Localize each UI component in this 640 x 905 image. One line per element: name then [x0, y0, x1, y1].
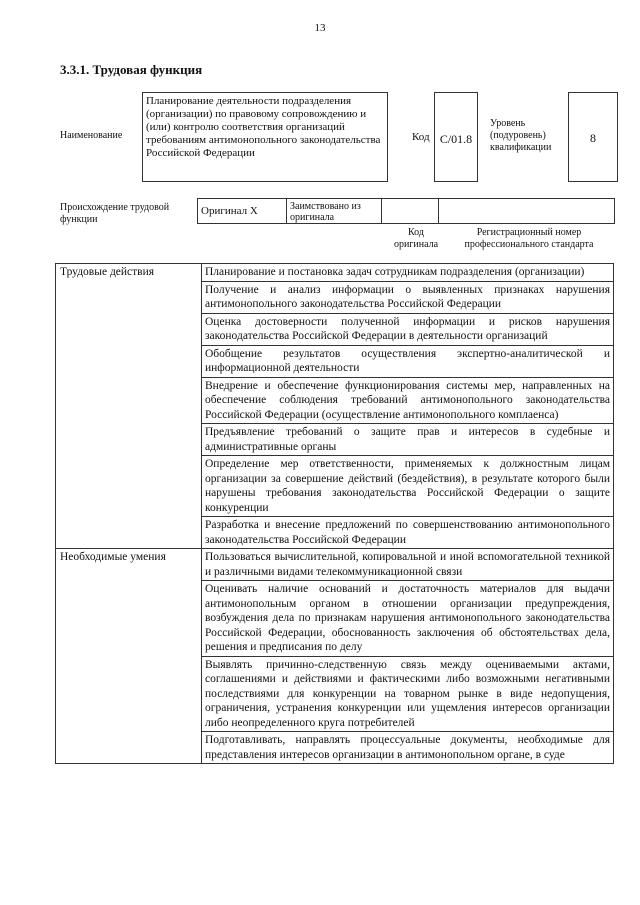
original-cell: Оригинал X: [197, 198, 287, 224]
table-row: [56, 549, 614, 581]
section-label: Необходимые умения: [56, 549, 202, 764]
section-item: Внедрение и обеспечение функционирования системы мер, направленных на обеспечение соблюдения требований антимонопольного законодательства Российской Федерации (осуществление антимонопольного комплаенса): [202, 377, 614, 424]
reg-number-cell: [439, 198, 615, 224]
page-number: 13: [314, 22, 326, 34]
level-label: [490, 118, 565, 154]
code-original-label: Код оригинала: [393, 227, 439, 250]
function-header: [60, 90, 620, 185]
table-row: [56, 264, 614, 282]
origin-block: [60, 198, 620, 253]
origin-cells: [197, 198, 615, 224]
code-original-cell: [382, 198, 439, 224]
section-item: Подготавливать, направлять процессуальные документы, необходимые для представления интересов организации в антимонопольном органе, в суде: [202, 732, 614, 764]
qualification-level: 8: [568, 92, 618, 182]
section-item: Пользоваться вычислительной, копировальной и иной вспомогательной техникой и различными видами телекоммуникационной связи: [202, 549, 614, 581]
section-item: Выявлять причинно-следственную связь между оцениваемыми актами, соглашениями и действиями и фактическими либо возможными негативными последствиями для конкуренции на товарном рынке в виде недопущения, ограничения, устранения конкуренции или ущемления интересов организации либо неопределенного круга потребителей: [202, 656, 614, 732]
section-item: Разработка и внесение предложений по совершенствованию антимонопольного законодательства Российской Федерации: [202, 517, 614, 549]
code-label: Код: [412, 131, 430, 143]
section-item: Обобщение результатов осуществления экспертно-аналитической и информационной деятельности: [202, 345, 614, 377]
level-label-text: Уровень (подуровень) квалификации: [490, 118, 552, 153]
section-item: Планирование и постановка задач сотрудникам подразделения (организации): [202, 264, 614, 282]
section-item: Предъявление требований о защите прав и интересов в судебные и административные органы: [202, 424, 614, 456]
function-table: [55, 263, 614, 764]
section-label: Трудовые действия: [56, 264, 202, 549]
section-item: Оценка достоверности полученной информации и рисков нарушения законодательства Российской Федерации в деятельности организаций: [202, 313, 614, 345]
function-code: С/01.8: [434, 92, 478, 182]
function-name: Планирование деятельности подразделения (организации) по правовому сопровождению и (или) контролю соответствия организаций требованиям антимонопольного законодательства Российской Федерации: [142, 92, 388, 182]
borrowed-cell: Заимствовано из оригинала: [287, 198, 382, 224]
section-title: 3.3.1. Трудовая функция: [60, 62, 203, 77]
origin-label: Происхождение трудовой функции: [60, 202, 170, 225]
section-item: Получение и анализ информации о выявленных признаках нарушения антимонопольного законодательства Российской Федерации: [202, 281, 614, 313]
name-label: Наименование: [60, 130, 123, 141]
reg-number-label: Регистрационный номер профессионального стандарта: [464, 227, 594, 250]
section-item: Определение мер ответственности, применяемых к должностным лицам организации за совершение действий (бездействия), в результате которого были нарушены требования законодательства Российской Федерации о защите конкуренции: [202, 456, 614, 517]
section-item: Оценивать наличие оснований и достаточность материалов для выдачи антимонопольным органом в отношении организации предупреждения, возбуждения дела по признакам нарушения антимонопольного законодательства Российской Федерации, обоснованность заключения об обстоятельствах дела, решения и предписания по делу: [202, 581, 614, 657]
